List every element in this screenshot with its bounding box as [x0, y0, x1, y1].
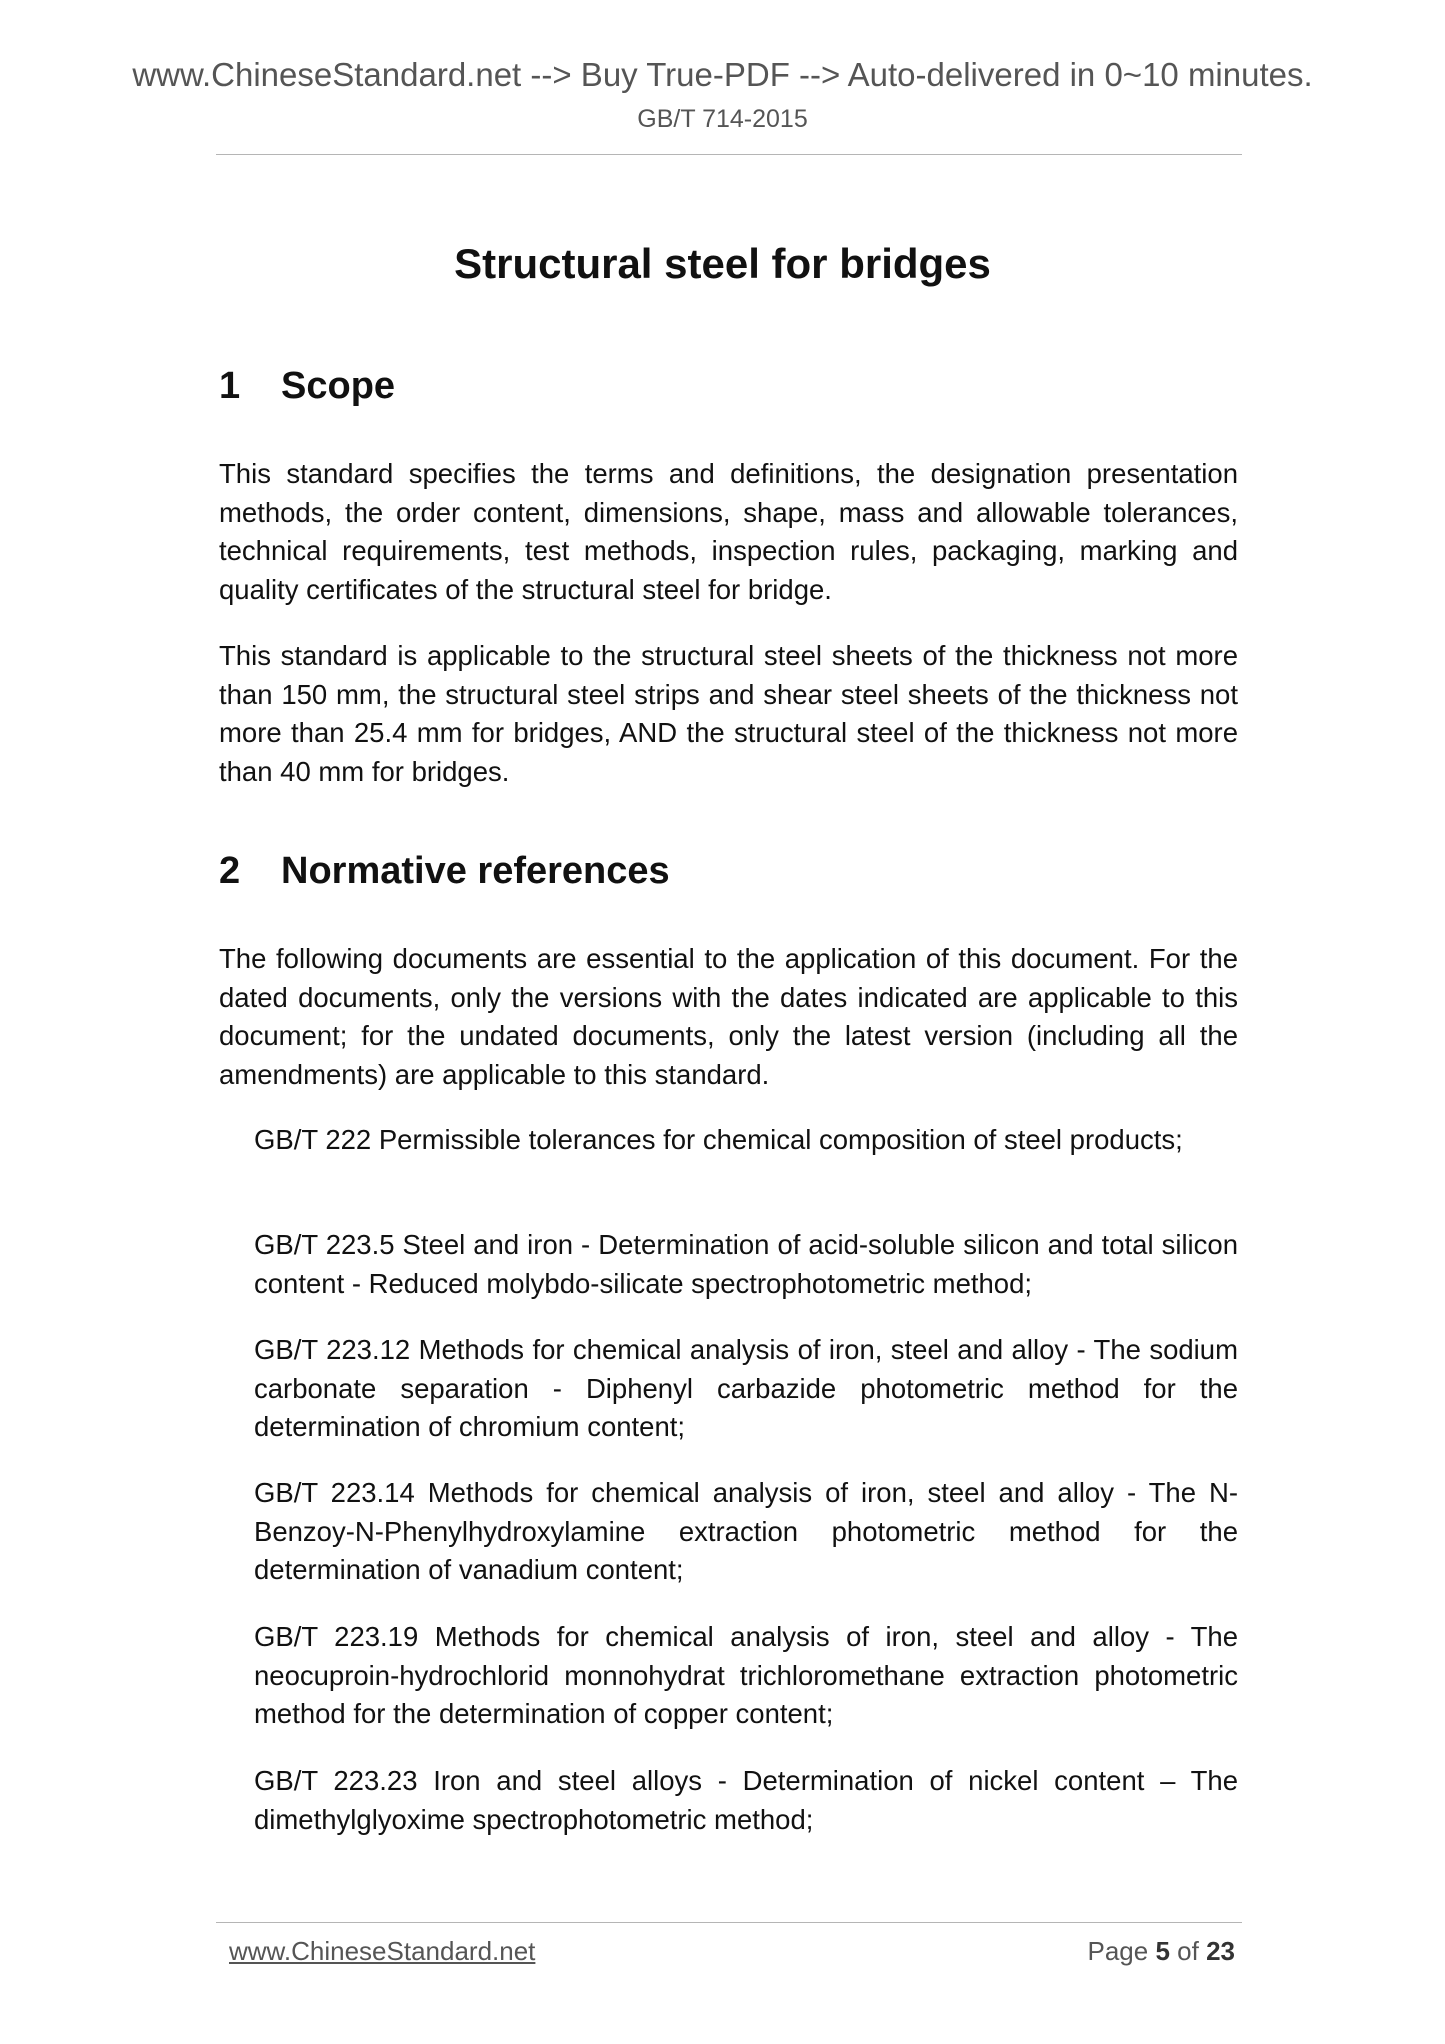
- document-title: Structural steel for bridges: [454, 240, 991, 287]
- reference-item: GB/T 223.23 Iron and steel alloys - Determination of nickel content – The dimethylglyoxime spectrophotometric method;: [254, 1765, 1238, 1835]
- section-heading-normative-references: [219, 850, 670, 893]
- section-number: 2: [219, 850, 241, 892]
- header-banner: www.ChineseStandard.net --> Buy True-PDF --> Auto-delivered in 0~10 minutes.: [132, 56, 1313, 93]
- page-number: 5: [1155, 1936, 1170, 1966]
- reference-item: GB/T 222 Permissible tolerances for chemical composition of steel products;: [254, 1124, 1183, 1155]
- footer-divider: [216, 1922, 1242, 1923]
- section-number: 1: [219, 365, 241, 407]
- footer-website-link[interactable]: www.ChineseStandard.net: [229, 1936, 536, 1966]
- header-divider: [216, 154, 1242, 155]
- page-of-label: of: [1177, 1936, 1199, 1966]
- page-total: 23: [1206, 1936, 1235, 1966]
- page-indicator: [1087, 1936, 1235, 1967]
- header-standard-code: GB/T 714-2015: [637, 105, 808, 133]
- section-title: Scope: [281, 365, 396, 407]
- reference-item: GB/T 223.5 Steel and iron - Determination of acid-soluble silicon and total silicon content - Reduced molybdo-silicate spectrophotometric method;: [254, 1229, 1238, 1299]
- scope-paragraph: This standard is applicable to the structural steel sheets of the thickness not more than 150 mm, the structural steel strips and shear steel sheets of the thickness not more than 25.4 mm for bridges, AND the structural steel of the thickness not more than 40 mm for bridges.: [219, 640, 1238, 787]
- reference-item: GB/T 223.19 Methods for chemical analysis of iron, steel and alloy - The neocuproin-hydrochlorid monnohydrat trichloromethane extraction photometric method for the determination of copper content;: [254, 1621, 1238, 1729]
- section-heading-scope: [219, 365, 395, 408]
- references-intro-paragraph: The following documents are essential to the application of this document. For the dated documents, only the versions with the dates indicated are applicable to this document; for the undated documents, only the latest version (including all the amendments) are applicable to this standard.: [219, 943, 1238, 1090]
- reference-item: GB/T 223.12 Methods for chemical analysis of iron, steel and alloy - The sodium carbonate separation - Diphenyl carbazide photometric method for the determination of chromium content;: [254, 1334, 1238, 1442]
- page-label: Page: [1087, 1936, 1149, 1966]
- reference-item: GB/T 223.14 Methods for chemical analysis of iron, steel and alloy - The N-Benzoy-N-Phenylhydroxylamine extraction photometric method for the determination of vanadium content;: [254, 1477, 1238, 1585]
- scope-paragraph: This standard specifies the terms and definitions, the designation presentation methods, the order content, dimensions, shape, mass and allowable tolerances, technical requirements, test methods, inspection rules, packaging, marking and quality certificates of the structural steel for bridge.: [219, 458, 1238, 605]
- section-title: Normative references: [281, 850, 670, 892]
